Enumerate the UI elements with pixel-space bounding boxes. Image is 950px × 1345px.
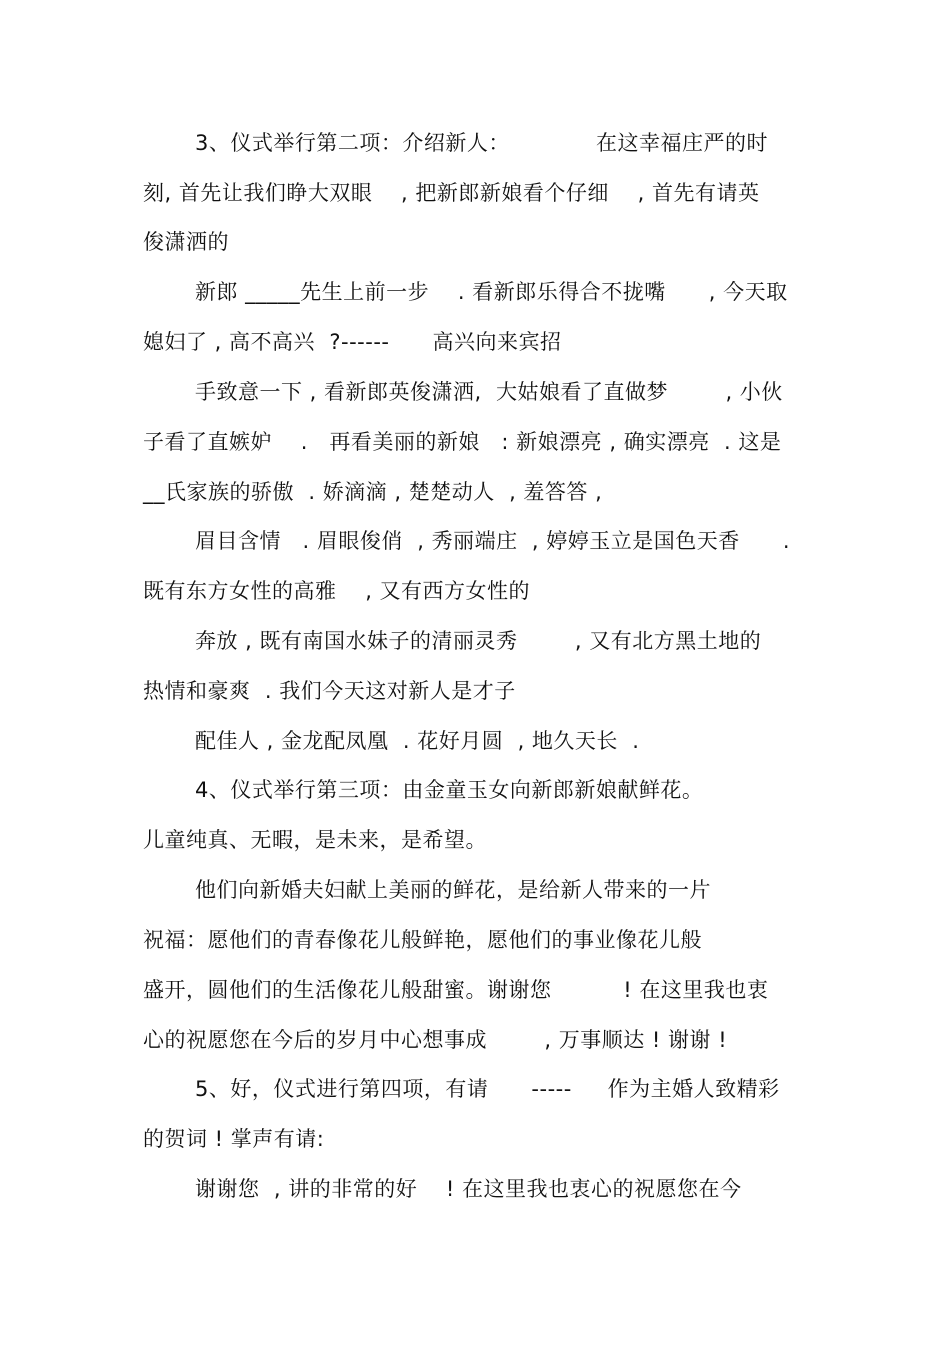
text-line: 3、仪式举行第二项：介绍新人： 在这幸福庄严的时 <box>195 131 768 155</box>
text-line: 奔放 , 既有南国水妹子的清丽灵秀 , 又有北方黑土地的 <box>195 629 762 653</box>
text-line: 的贺词 ! 掌声有请: <box>143 1127 325 1151</box>
text-line: 5、好，仪式进行第四项，有请 ----- 作为主婚人致精彩 <box>195 1077 780 1101</box>
text-line: 既有东方女性的高雅 , 又有西方女性的 <box>143 579 531 603</box>
text-line: 4、仪式举行第三项：由金童玉女向新郎新娘献鲜花。 <box>195 778 704 802</box>
text-line: 热情和豪爽 . 我们今天这对新人是才子 <box>143 679 516 703</box>
text-line: 谢谢您 , 讲的非常的好 ! 在这里我也衷心的祝愿您在今 <box>195 1177 742 1201</box>
text-line: 儿童纯真、无暇，是未来，是希望。 <box>143 828 487 852</box>
text-line: 配佳人 , 金龙配凤凰 . 花好月圆 , 地久天长 . <box>195 729 640 753</box>
text-line: 心的祝愿您在今后的岁月中心想事成 , 万事顺达 ! 谢谢 ! <box>143 1028 728 1052</box>
text-line: 媳妇了 , 高不高兴 ?------ 高兴向来宾招 <box>143 330 562 354</box>
text-line: 手致意一下 , 看新郎英俊潇洒, 大姑娘看了直做梦 , 小伙 <box>195 380 783 404</box>
text-line: 眉目含情 . 眉眼俊俏 , 秀丽端庄 , 婷婷玉立是国色天香 . <box>195 529 791 553</box>
text-line: __氏家族的骄傲 . 娇滴滴 , 楚楚动人 , 羞答答 , <box>143 480 603 504</box>
text-line: 盛开，圆他们的生活像花儿般甜蜜。谢谢您 ! 在这里我也衷 <box>143 978 769 1002</box>
text-line: 新郎 _____先生上前一步 . 看新郎乐得合不拢嘴 , 今天取 <box>195 280 788 304</box>
text-line: 祝福：愿他们的青春像花儿般鲜艳，愿他们的事业像花儿般 <box>143 928 702 952</box>
text-line: 他们向新婚夫妇献上美丽的鲜花，是给新人带来的一片 <box>195 878 711 902</box>
text-line: 俊潇洒的 <box>143 230 229 254</box>
text-line: 刻, 首先让我们睁大双眼 , 把新郎新娘看个仔细 , 首先有请英 <box>143 181 760 205</box>
text-line: 子看了直嫉妒 . 再看美丽的新娘 : 新娘漂亮 , 确实漂亮 . 这是 <box>143 430 782 454</box>
